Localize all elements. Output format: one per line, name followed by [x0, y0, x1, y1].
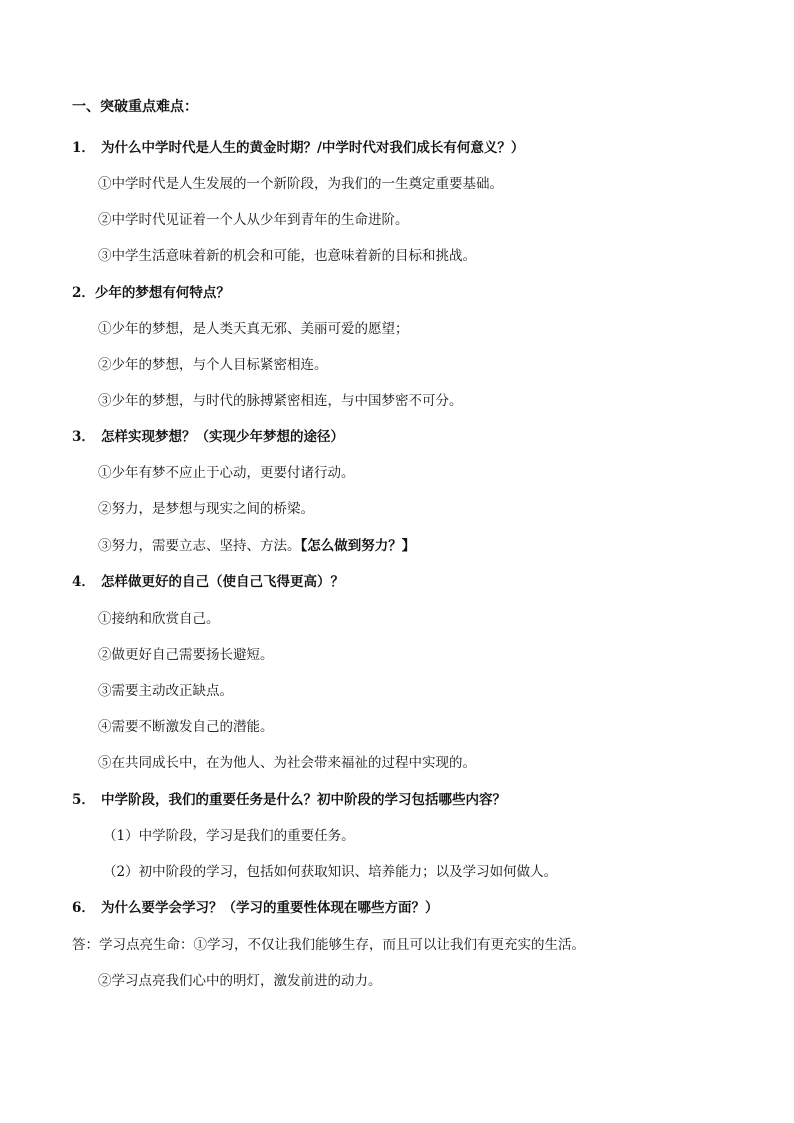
answer-line: ④需要不断激发自己的潜能。	[98, 719, 274, 735]
question-4	[72, 572, 344, 592]
answer-line: ③中学生活意味着新的机会和可能，也意味着新的目标和挑战。	[98, 248, 476, 264]
answer-line: ①少年有梦不应止于心动，更要付诸行动。	[98, 465, 355, 481]
question-2	[72, 283, 230, 303]
question-3	[72, 427, 344, 447]
answer-line: ①接纳和欣赏自己。	[98, 611, 220, 627]
answer-line: ②努力，是梦想与现实之间的桥梁。	[98, 501, 314, 517]
section-title: 一、突破重点难点：	[72, 99, 198, 115]
answer-line	[98, 536, 415, 556]
answer-line: ②做更好自己需要扬长避短。	[98, 647, 274, 663]
answer-text: ③努力，需要立志、坚持、方法。	[98, 538, 301, 554]
question-text: 中学阶段，我们的重要任务是什么？初中阶段的学习包括哪些内容？	[101, 792, 506, 808]
question-number: 2．	[72, 285, 95, 301]
question-number: 5．	[72, 792, 95, 808]
answer-line: 答：学习点亮生命：①学习，不仅让我们能够生存，而且可以让我们有更充实的生活。	[72, 937, 585, 953]
answer-bold-note: 【怎么做到努力？】	[300, 538, 416, 554]
question-text: 怎样实现梦想？（实现少年梦想的途径）	[101, 429, 344, 445]
answer-line: ①中学时代是人生发展的一个新阶段，为我们的一生奠定重要基础。	[98, 176, 503, 192]
question-6	[72, 898, 439, 918]
answer-line: ⑤在共同成长中，在为他人、为社会带来福祉的过程中实现的。	[98, 755, 476, 771]
answer-line: ③少年的梦想，与时代的脉搏紧密相连，与中国梦密不可分。	[98, 393, 463, 409]
answer-line: ②中学时代见证着一个人从少年到青年的生命进阶。	[98, 212, 409, 228]
answer-line: ①少年的梦想，是人类天真无邪、美丽可爱的愿望；	[98, 321, 409, 337]
answer-line: （1）中学阶段，学习是我们的重要任务。	[103, 828, 355, 844]
question-text: 少年的梦想有何特点？	[94, 285, 230, 301]
question-text: 为什么中学时代是人生的黄金时期？/中学时代对我们成长有何意义？）	[101, 140, 525, 156]
answer-line: ②少年的梦想，与个人目标紧密相连。	[98, 357, 328, 373]
answer-line: ②学习点亮我们心中的明灯，激发前进的动力。	[98, 973, 382, 989]
question-1	[72, 138, 524, 158]
question-text: 怎样做更好的自己（使自己飞得更高）？	[101, 574, 344, 590]
question-number: 4．	[72, 574, 95, 590]
answer-line: （2）初中阶段的学习，包括如何获取知识、培养能力；以及学习如何做人。	[103, 864, 558, 880]
answer-line: ③需要主动改正缺点。	[98, 683, 233, 699]
question-text: 为什么要学会学习？（学习的重要性体现在哪些方面？）	[101, 900, 439, 916]
question-5	[72, 790, 506, 810]
question-number: 6．	[72, 900, 95, 916]
question-number: 1．	[72, 140, 95, 156]
question-number: 3．	[72, 429, 95, 445]
